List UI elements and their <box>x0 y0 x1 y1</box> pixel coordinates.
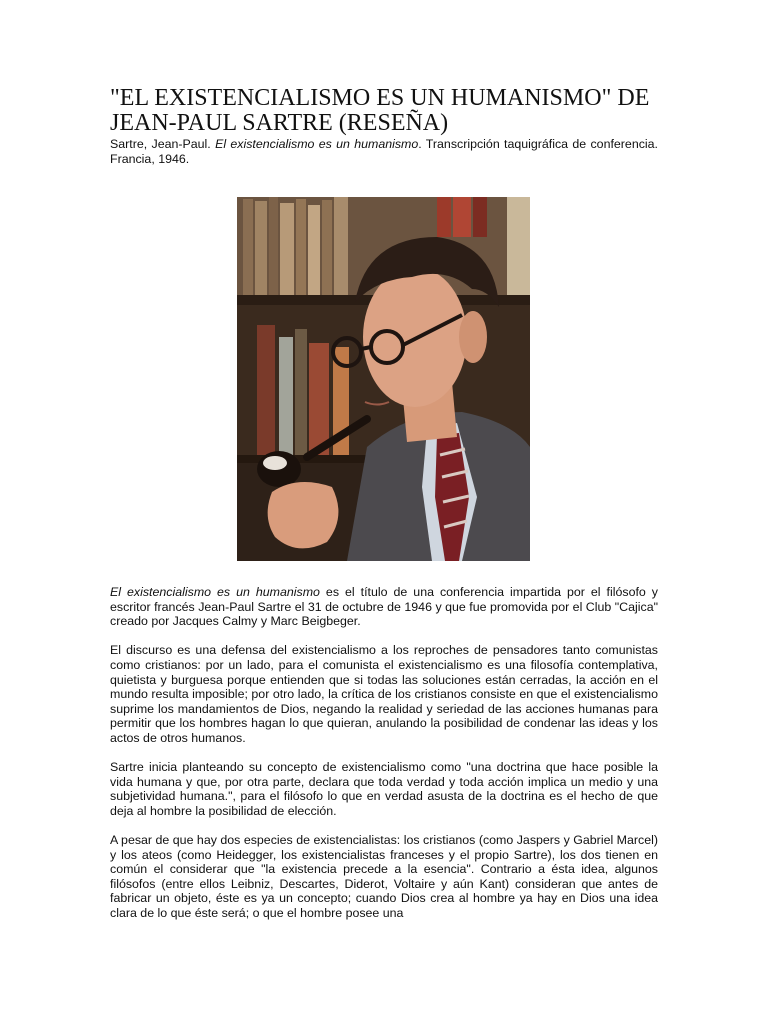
reference-author: Sartre, Jean-Paul. <box>110 137 211 151</box>
reference-work-title: El existencialismo es un humanismo <box>215 137 419 151</box>
sartre-portrait <box>237 197 530 561</box>
paragraph-intro-text: es el título de una conferencia impartida por el filósofo y escritor francés Jean-Paul Sartre el 31 de octubre de 1946 y que fue promovida por el Club "Cajica" creado por Jacques Calmy y Marc Beigbeger. <box>110 585 658 629</box>
title-line-2: JEAN-PAUL SARTRE (RESEÑA) <box>110 110 449 136</box>
document-page <box>110 85 658 921</box>
bibliographic-reference <box>110 137 658 166</box>
portrait-illustration <box>237 197 530 561</box>
work-title-italic: El existencialismo es un humanismo <box>110 585 320 599</box>
reference-details: . Transcripción taquigráfica de conferencia. Francia, 1946. <box>110 137 658 166</box>
title-line-1: "EL EXISTENCIALISMO ES UN HUMANISMO" DE <box>110 85 650 111</box>
paragraph-types: A pesar de que hay dos especies de existencialistas: los cristianos (como Jaspers y Gabriel Marcel) y los ateos (como Heidegger, los existencialistas franceses y el propio Sartre), los dos tienen en común el considerar que "la existencia precede a la esencia". Contrario a ésta idea, algunos filósofos (entre ellos Leibniz, Descartes, Diderot, Voltaire y aún Kant) consideran que antes de fabricar un objeto, éste es ya un concepto; cuando Dios crea al hombre ya hay en Dios una idea clara de lo que éste será; o que el hombre posee una <box>110 833 658 921</box>
paragraph-defense: El discurso es una defensa del existencialismo a los reproches de pensadores tanto comunistas como cristianos: por un lado, para el comunista el existencialismo es una filosofía contemplativa, quietista y burguesa porque entienden que si todas las soluciones están cerradas, la acción en el mundo resulta imposible; por otro lado, la crítica de los cristianos consiste en que el existencialismo suprime los mandamientos de Dios, negando la realidad y seriedad de las acciones humanas para permitir que los hombres hagan lo que quieran, anulando la posibilidad de condenar las ideas y los actos de otros humanos. <box>110 643 658 745</box>
document-title <box>110 86 658 136</box>
paragraph-intro <box>110 585 658 629</box>
article-body <box>110 585 658 935</box>
paragraph-concept: Sartre inicia planteando su concepto de existencialismo como "una doctrina que hace posible la vida humana y que, por otra parte, declara que toda verdad y toda acción implica un medio y una subjetividad humana.", para el filósofo lo que en verdad asusta de la doctrina es el hecho de que deja al hombre la posibilidad de elección. <box>110 760 658 818</box>
